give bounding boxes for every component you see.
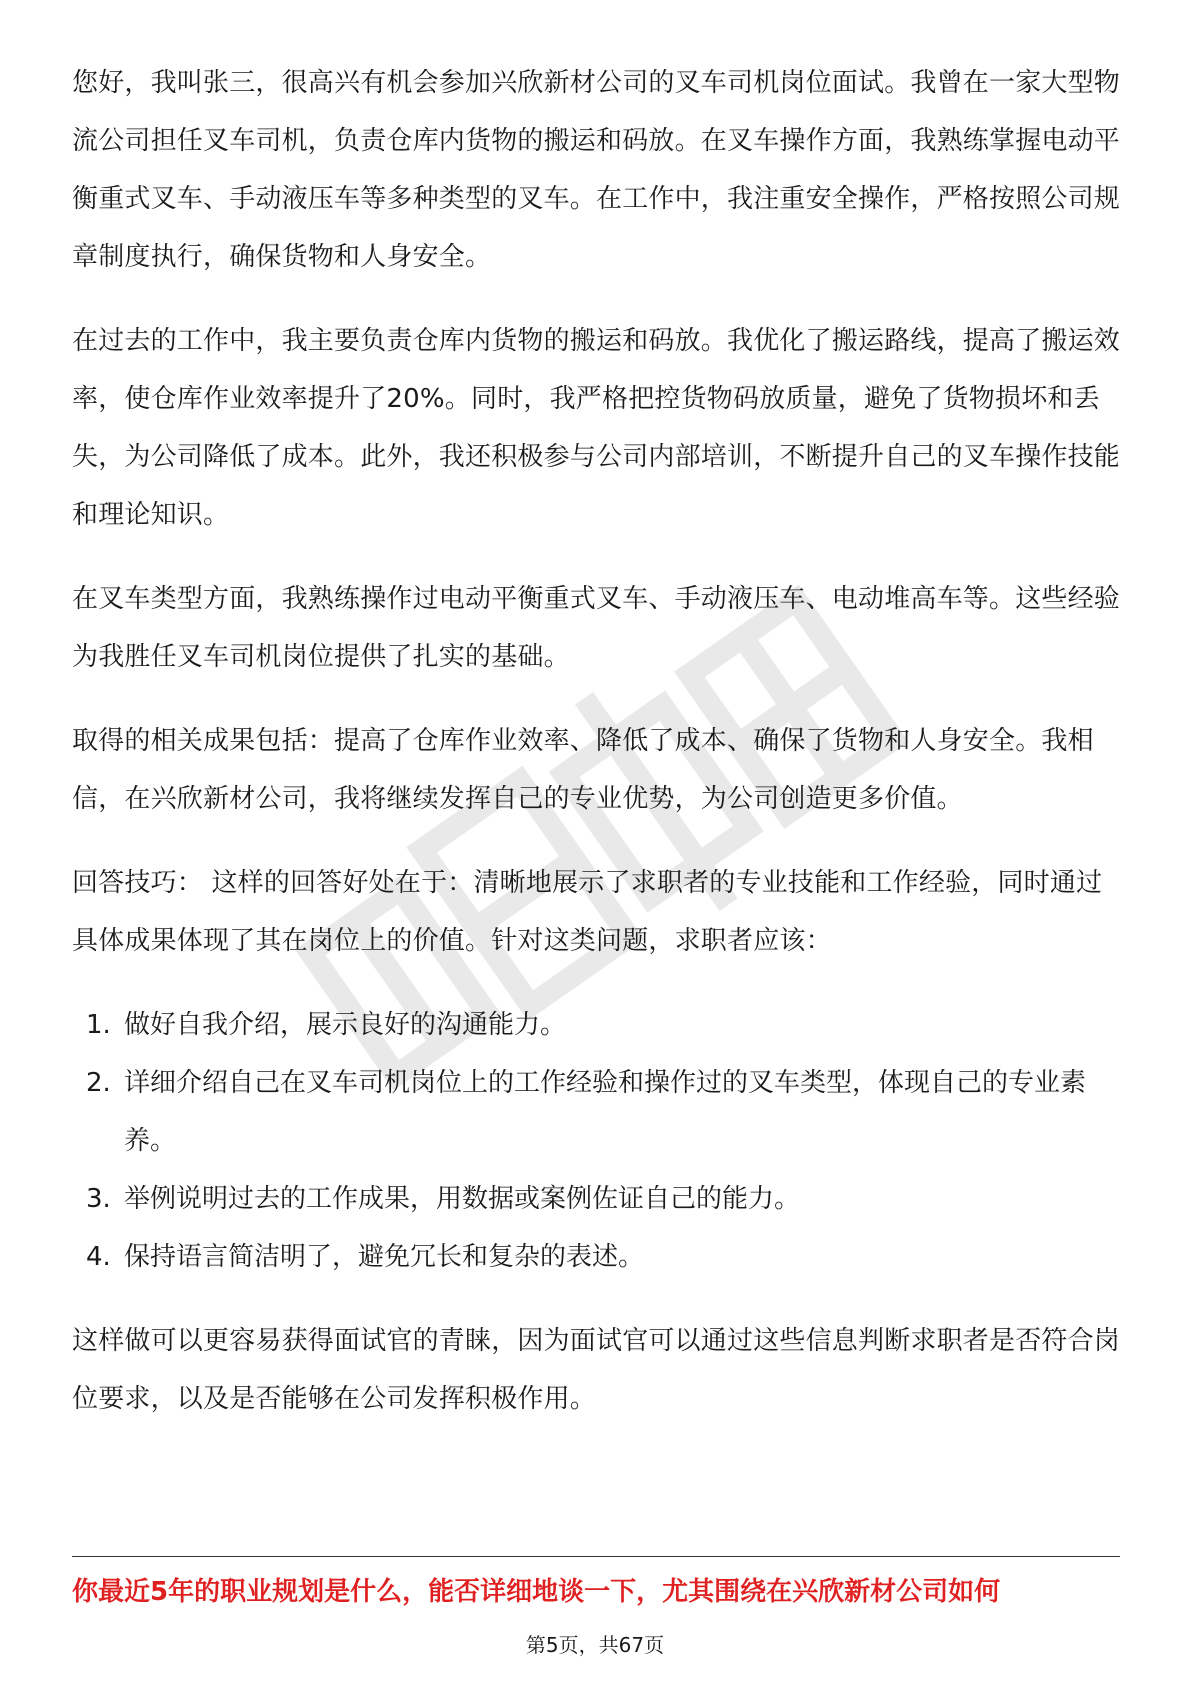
section-divider [72, 1556, 1120, 1557]
list-item [72, 1054, 1120, 1170]
answer-paragraph-achievements: 取得的相关成果包括：提高了仓库作业效率、降低了成本、确保了货物和人身安全。我相信，在兴欣新材公司，我将继续发挥自己的专业优势，为公司创造更多价值。 [72, 726, 1094, 814]
list-number: 3. [86, 1184, 111, 1214]
list-item-text: 举例说明过去的工作成果，用数据或案例佐证自己的能力。 [124, 1184, 801, 1214]
answer-paragraph-forklift-types: 在叉车类型方面，我熟练操作过电动平衡重式叉车、手动液压车、电动堆高车等。这些经验为我胜任叉车司机岗位提供了扎实的基础。 [72, 584, 1121, 672]
list-number: 2. [86, 1068, 111, 1098]
answer-paragraph-experience: 在过去的工作中，我主要负责仓库内货物的搬运和码放。我优化了搬运路线，提高了搬运效率，使仓库作业效率提升了20%。同时，我严格把控货物码放质量，避免了货物损坏和丢失，为公司降低了成本。此外，我还积极参与公司内部培训，不断提升自己的叉车操作技能和理论知识。 [72, 326, 1121, 530]
list-item-text: 保持语言简洁明了，避免冗长和复杂的表述。 [124, 1242, 645, 1272]
answer-paragraph-intro: 您好，我叫张三，很高兴有机会参加兴欣新材公司的叉车司机岗位面试。我曾在一家大型物流公司担任叉车司机，负责仓库内货物的搬运和码放。在叉车操作方面，我熟练掌握电动平衡重式叉车、手动液压车等多种类型的叉车。在工作中，我注重安全操作，严格按照公司规章制度执行，确保货物和人身安全。 [72, 68, 1121, 272]
document-body [72, 54, 1120, 1454]
list-item [72, 1170, 1120, 1228]
list-item-text: 做好自我介绍，展示良好的沟通能力。 [124, 1010, 567, 1040]
next-question-heading: 你最近5年的职业规划是什么，能否详细地谈一下，尤其围绕在兴欣新材公司如何 [72, 1577, 1001, 1607]
answer-tips-intro: 回答技巧： 这样的回答好处在于：清晰地展示了求职者的专业技能和工作经验，同时通过具体成果体现了其在岗位上的价值。针对这类问题，求职者应该： [72, 868, 1103, 956]
closing-paragraph: 这样做可以更容易获得面试官的青睐，因为面试官可以通过这些信息判断求职者是否符合岗位要求，以及是否能够在公司发挥积极作用。 [72, 1326, 1121, 1414]
tips-list [72, 996, 1120, 1286]
page-number: 第5页，共67页 [525, 1633, 665, 1657]
list-item [72, 1228, 1120, 1286]
list-item [72, 996, 1120, 1054]
list-item-text: 详细介绍自己在叉车司机岗位上的工作经验和操作过的叉车类型，体现自己的专业素养。 [124, 1068, 1087, 1156]
list-number: 4. [86, 1242, 111, 1272]
list-number: 1. [86, 1010, 111, 1040]
